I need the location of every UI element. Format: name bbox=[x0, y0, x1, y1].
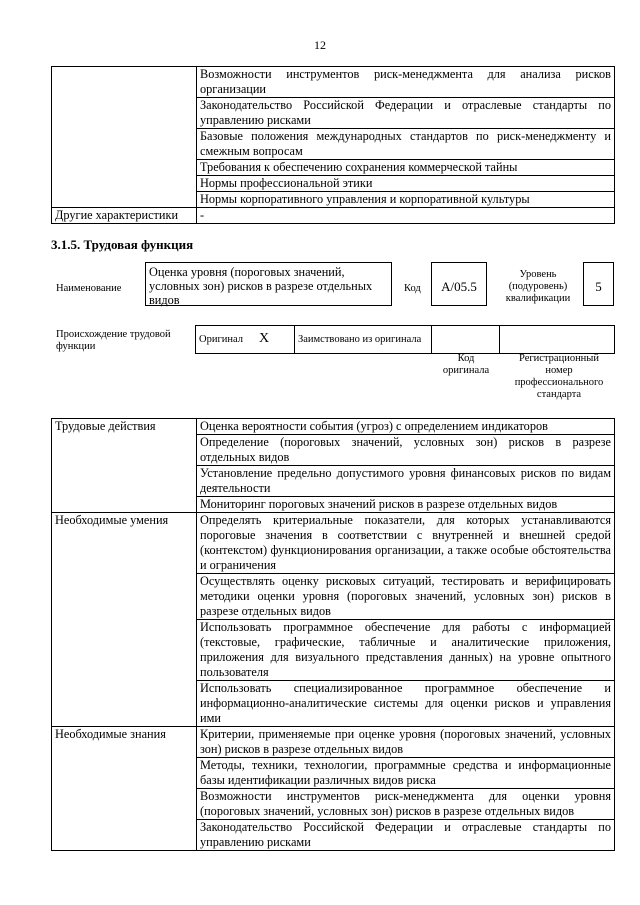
knowledge-label: Необходимые знания bbox=[52, 727, 197, 851]
other-characteristics-value: - bbox=[197, 208, 615, 224]
reg-number-label: Регистрационный номер профессионального стандарта bbox=[514, 353, 604, 400]
knowledge-item: Базовые положения международных стандартов по риск-менеджменту и смежным вопросам bbox=[197, 129, 615, 160]
code-value: A/05.5 bbox=[431, 262, 487, 306]
labor-actions-label: Трудовые действия bbox=[52, 419, 197, 513]
reg-number-cell bbox=[500, 326, 615, 354]
labor-action-item: Мониторинг пороговых значений рисков в разрезе отдельных видов bbox=[197, 497, 615, 513]
knowledge-item: Методы, техники, технологии, программные средства и информационные базы идентификации различных видов риска bbox=[197, 758, 615, 789]
original-cell bbox=[196, 326, 295, 354]
page-number: 12 bbox=[314, 38, 326, 52]
labor-action-item: Оценка вероятности события (угроз) с определением индикаторов bbox=[197, 419, 615, 435]
labor-action-item: Определение (пороговых значений, условных зон) рисков в разрезе отдельных видов bbox=[197, 435, 615, 466]
knowledge-item: Нормы профессиональной этики bbox=[197, 176, 615, 192]
borrowed-label: Заимствовано из оригинала bbox=[295, 326, 432, 354]
skills-label: Необходимые умения bbox=[52, 513, 197, 727]
other-characteristics-label: Другие характеристики bbox=[52, 208, 197, 224]
qualification-level-value: 5 bbox=[583, 262, 614, 306]
knowledge-item: Возможности инструментов риск-менеджмента для анализа рисков организации bbox=[197, 67, 615, 98]
knowledge-item: Критерии, применяемые при оценке уровня (пороговых значений, условных зон) рисков в разрезе отдельных видов bbox=[197, 727, 615, 758]
empty-label-cell bbox=[52, 67, 197, 208]
qualification-level-label: Уровень (подуровень) квалификации bbox=[505, 269, 571, 304]
labor-action-item: Установление предельно допустимого уровня финансовых рисков по видам деятельности bbox=[197, 466, 615, 497]
origin-label: Происхождение трудовой функции bbox=[56, 329, 171, 352]
skill-item: Использовать программное обеспечение для работы с информацией (текстовые, графические, табличные и аналитические приложения, приложения для визуального представления данных) на уровне опытного пользователя bbox=[197, 620, 615, 681]
original-label: Оригинал bbox=[199, 334, 243, 345]
code-original-label: Код оригинала bbox=[442, 353, 490, 376]
section-title: 3.1.5. Трудовая функция bbox=[51, 237, 194, 252]
code-original-cell bbox=[432, 326, 500, 354]
function-name-value: Оценка уровня (пороговых значений, условных зон) рисков в разрезе отдельных видов bbox=[145, 262, 392, 306]
origin-table bbox=[195, 325, 615, 354]
skill-item: Определять критериальные показатели, для которых устанавливаются пороговые значения в соответствии с внутренней и внешней средой (контекстом) функционирования организации, а также особые обстоятельства и ограничения bbox=[197, 513, 615, 574]
knowledge-item: Нормы корпоративного управления и корпоративной культуры bbox=[197, 192, 615, 208]
skill-item: Использовать специализированное программное обеспечение и информационно-аналитические системы для оценки рисков и управления ими bbox=[197, 681, 615, 727]
knowledge-table-continued bbox=[51, 66, 615, 224]
knowledge-item: Законодательство Российской Федерации и отраслевые стандарты по управлению рисками bbox=[197, 820, 615, 851]
knowledge-item: Законодательство Российской Федерации и отраслевые стандарты по управлению рисками bbox=[197, 98, 615, 129]
function-details-table bbox=[51, 418, 615, 851]
code-label: Код bbox=[404, 283, 421, 294]
original-mark: X bbox=[259, 331, 270, 346]
knowledge-item: Возможности инструментов риск-менеджмента для оценки уровня (пороговых значений, условных зон) рисков в разрезе отдельных видов bbox=[197, 789, 615, 820]
name-label: Наименование bbox=[56, 283, 122, 294]
knowledge-item: Требования к обеспечению сохранения коммерческой тайны bbox=[197, 160, 615, 176]
skill-item: Осуществлять оценку рисковых ситуаций, тестировать и верифицировать методики оценки уровня (пороговых значений, условных зон) рисков в разрезе отдельных видов bbox=[197, 574, 615, 620]
